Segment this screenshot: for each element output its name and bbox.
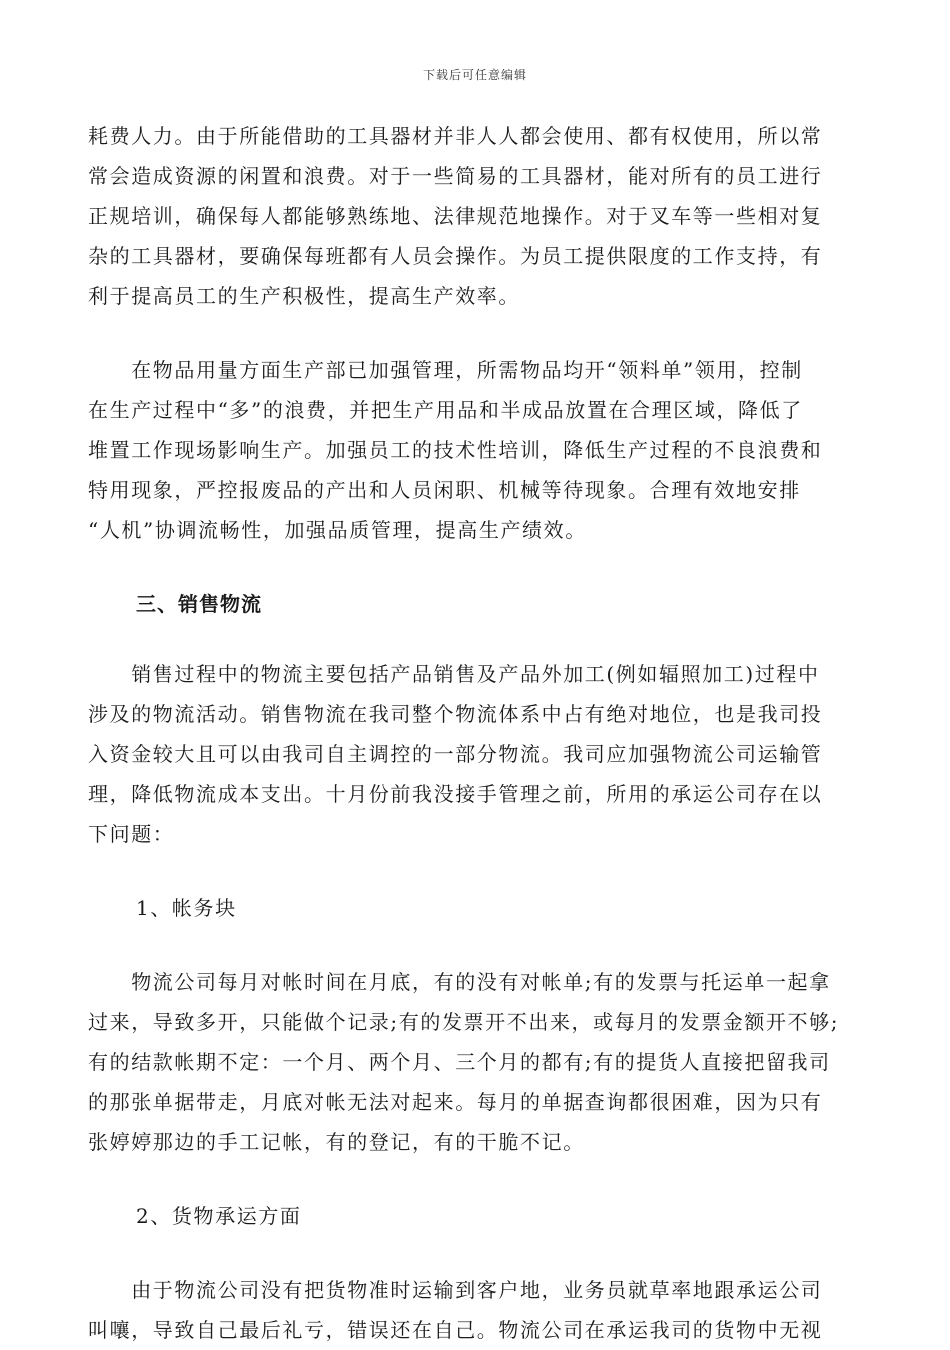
text-line: 由于物流公司没有把货物准时运输到客户地，业务员就草率地跟承运公司 xyxy=(88,1278,823,1302)
paragraph-freight xyxy=(88,1270,858,1350)
subheading-accounts: 1、帐务块 xyxy=(136,896,237,920)
spacer xyxy=(88,1236,858,1270)
text-line: 杂的工具器材，要确保每班都有人员会操作。为员工提供限度的工作支持，有 xyxy=(88,244,823,268)
text-line: 理，降低物流成本支出。十月份前我没接手管理之前，所用的承运公司存在以 xyxy=(88,782,823,806)
text-line: 常会造成资源的闲置和浪费。对于一些简易的工具器材，能对所有的员工进行 xyxy=(88,164,823,188)
text-line: 有的结款帐期不定：一个月、两个月、三个月的都有;有的提货人直接把留我司 xyxy=(88,1050,831,1074)
document-body xyxy=(88,116,858,1350)
text-line: 物流公司每月对帐时间在月底，有的没有对帐单;有的发票与托运单一起拿 xyxy=(88,970,831,994)
spacer xyxy=(88,316,858,350)
text-line: 特用现象，严控报废品的产出和人员闲职、机械等待现象。合理有效地安排 xyxy=(88,478,801,502)
page-header: 下载后可任意编辑 xyxy=(422,68,527,82)
text-line: “人机”协调流畅性，加强品质管理，提高生产绩效。 xyxy=(88,518,587,542)
spacer xyxy=(88,550,858,584)
paragraph-accounts xyxy=(88,962,858,1162)
text-line: 叫嚷，导致自己最后礼亏，错误还在自己。物流公司在承运我司的货物中无视 xyxy=(88,1318,823,1342)
text-line: 堆置工作现场影响生产。加强员工的技术性培训，降低生产过程的不良浪费和 xyxy=(88,438,823,462)
text-line: 下问题： xyxy=(88,822,175,846)
text-line: 销售过程中的物流主要包括产品销售及产品外加工(例如辐照加工)过程中 xyxy=(88,662,820,686)
text-line: 在生产过程中“多”的浪费，并把生产用品和半成品放置在合理区域，降低了 xyxy=(88,398,803,422)
spacer xyxy=(88,854,858,888)
text-line: 正规培训，确保每人都能够熟练地、法律规范地操作。对于叉车等一些相对复 xyxy=(88,204,823,228)
subheading-freight: 2、货物承运方面 xyxy=(136,1204,302,1228)
text-line: 利于提高员工的生产积极性，提高生产效率。 xyxy=(88,284,520,308)
paragraph-tools-training xyxy=(88,116,858,316)
text-line: 的那张单据带走，月底对帐无法对起来。每月的单据查询都很困难，因为只有 xyxy=(88,1090,823,1114)
spacer xyxy=(88,928,858,962)
section-heading-sales-logistics: 三、销售物流 xyxy=(136,592,262,616)
text-line: 耗费人力。由于所能借助的工具器材并非人人都会使用、都有权使用，所以常 xyxy=(88,124,823,148)
spacer xyxy=(88,624,858,654)
text-line: 张婷婷那边的手工记帐，有的登记，有的干脆不记。 xyxy=(88,1130,585,1154)
paragraph-sales-logistics xyxy=(88,654,858,854)
paragraph-material-usage xyxy=(88,350,858,550)
text-line: 入资金较大且可以由我司自主调控的一部分物流。我司应加强物流公司运输管 xyxy=(88,742,823,766)
spacer xyxy=(88,1162,858,1196)
text-line: 过来，导致多开，只能做个记录;有的发票开不出来，或每月的发票金额开不够; xyxy=(88,1010,840,1034)
text-line: 在物品用量方面生产部已加强管理，所需物品均开“领料单”领用，控制 xyxy=(88,358,803,382)
text-line: 涉及的物流活动。销售物流在我司整个物流体系中占有绝对地位，也是我司投 xyxy=(88,702,823,726)
